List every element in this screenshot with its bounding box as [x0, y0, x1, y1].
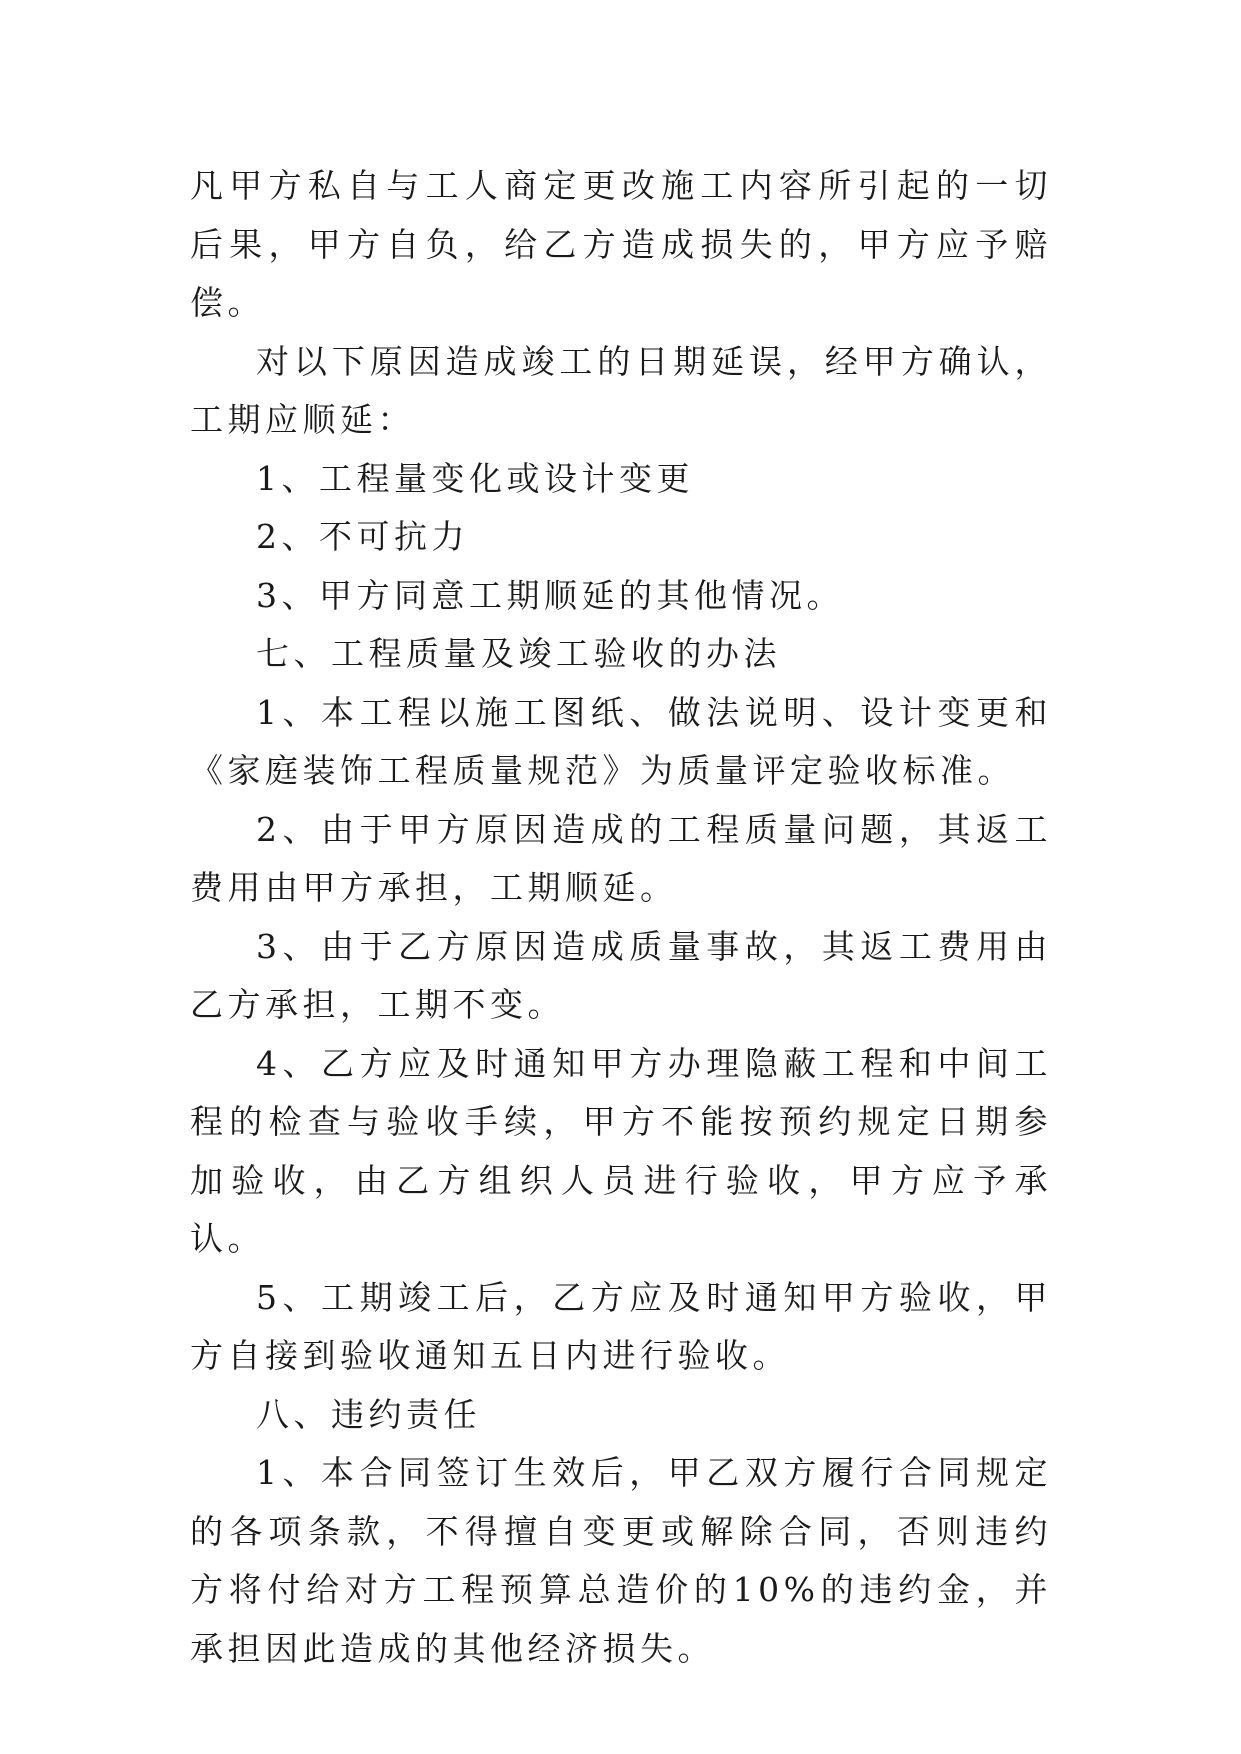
list-item-delay-3: 3、甲方同意工期顺延的其他情况。 — [256, 575, 844, 615]
document-body — [190, 157, 1052, 1678]
list-item-quality-5: 5、工期竣工后，乙方应及时通知甲方验收，甲方自接到验收通知五日内进行验收。 — [190, 1277, 1052, 1375]
paragraph-delay-causes: 对以下原因造成竣工的日期延误，经甲方确认，工期应顺延： — [190, 341, 1052, 439]
paragraph-consequences: 凡甲方私自与工人商定更改施工内容所引起的一切后果，甲方自负，给乙方造成损失的，甲方应予赔偿。 — [190, 166, 1052, 322]
list-item-quality-3: 3、由于乙方原因造成质量事故，其返工费用由乙方承担，工期不变。 — [190, 926, 1052, 1024]
list-item-quality-1: 1、本工程以施工图纸、做法说明、设计变更和《家庭装饰工程质量规范》为质量评定验收标准。 — [190, 692, 1052, 790]
list-item-delay-1: 1、工程量变化或设计变更 — [256, 458, 694, 498]
section-heading-quality: 七、工程质量及竣工验收的办法 — [256, 634, 781, 673]
section-heading-liability: 八、违约责任 — [256, 1394, 481, 1434]
list-item-quality-4: 4、乙方应及时通知甲方办理隐蔽工程和中间工程的检查与验收手续，甲方不能按预约规定日期参加验收，由乙方组织人员进行验收，甲方应予承认。 — [190, 1043, 1052, 1258]
list-item-liability-1: 1、本合同签订生效后，甲乙双方履行合同规定的各项条款，不得擅自变更或解除合同，否则违约方将付给对方工程预算总造价的10%的违约金，并承担因此造成的其他经济损失。 — [190, 1453, 1052, 1668]
list-item-delay-2: 2、不可抗力 — [256, 517, 469, 556]
list-item-quality-2: 2、由于甲方原因造成的工程质量问题，其返工费用由甲方承担，工期顺延。 — [190, 809, 1052, 907]
